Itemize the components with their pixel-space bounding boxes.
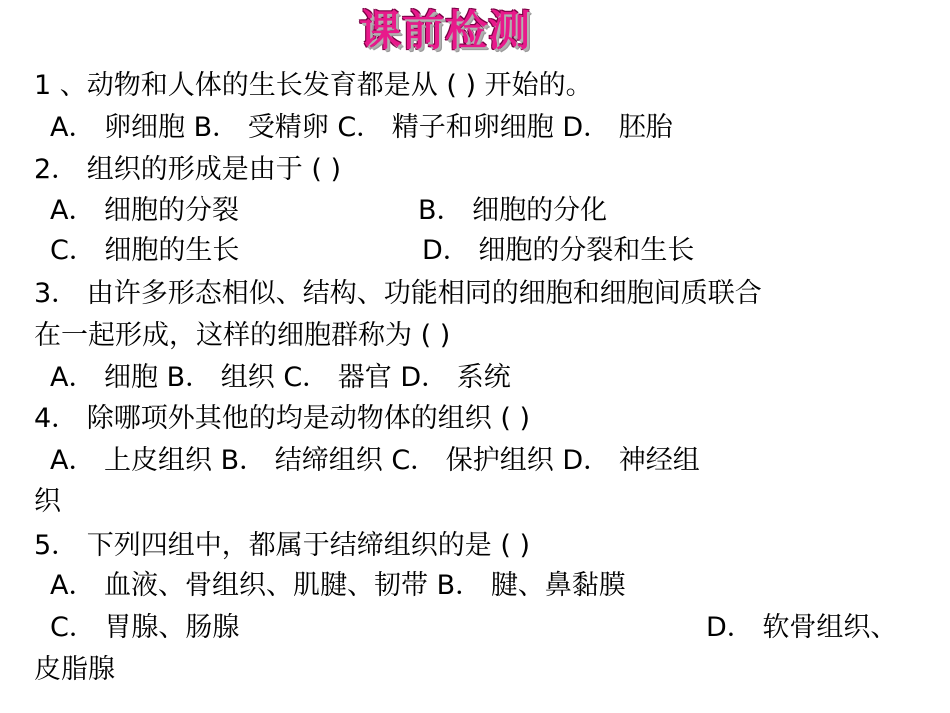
question-5-option-d-continued: 皮脂腺 xyxy=(34,654,115,685)
question-2: 2． 组织的形成是由于 ( ) xyxy=(34,154,341,185)
question-1: 1 、动物和人体的生长发育都是从 ( ) 开始的。 xyxy=(34,70,593,101)
question-5-option-c: C． 胃腺、肠腺 xyxy=(50,612,240,643)
question-4-options-line-1: A． 上皮组织 B． 结缔组织 C． 保护组织 D． 神经组 xyxy=(50,445,700,476)
question-2-option-d: D． 细胞的分裂和生长 xyxy=(422,235,695,266)
question-5: 5． 下列四组中，都属于结缔组织的是 ( ) xyxy=(34,530,530,561)
question-5-option-d: D． 软骨组织、 xyxy=(706,612,898,643)
question-3-line-2: 在一起形成，这样的细胞群称为 ( ) xyxy=(34,320,451,351)
question-5-options-ab: A． 血液、骨组织、肌腱、韧带 B． 腱、鼻黏膜 xyxy=(50,570,626,601)
question-3-line-1: 3． 由许多形态相似、结构、功能相同的细胞和细胞间质联合 xyxy=(34,278,762,309)
question-1-options: A． 卵细胞 B． 受精卵 C． 精子和卵细胞 D． 胚胎 xyxy=(50,112,673,143)
page-title-text: 课前检测 xyxy=(358,6,531,55)
question-2-option-b: B． 细胞的分化 xyxy=(418,195,608,226)
question-4: 4． 除哪项外其他的均是动物体的组织 ( ) xyxy=(34,403,530,434)
question-4-options-line-2: 织 xyxy=(34,486,61,517)
question-2-option-c: C． 细胞的生长 xyxy=(50,235,240,266)
page-title xyxy=(0,2,890,60)
question-2-option-a: A． 细胞的分裂 xyxy=(50,195,240,226)
question-3-options: A． 细胞 B． 组织 C． 器官 D． 系统 xyxy=(50,362,511,393)
